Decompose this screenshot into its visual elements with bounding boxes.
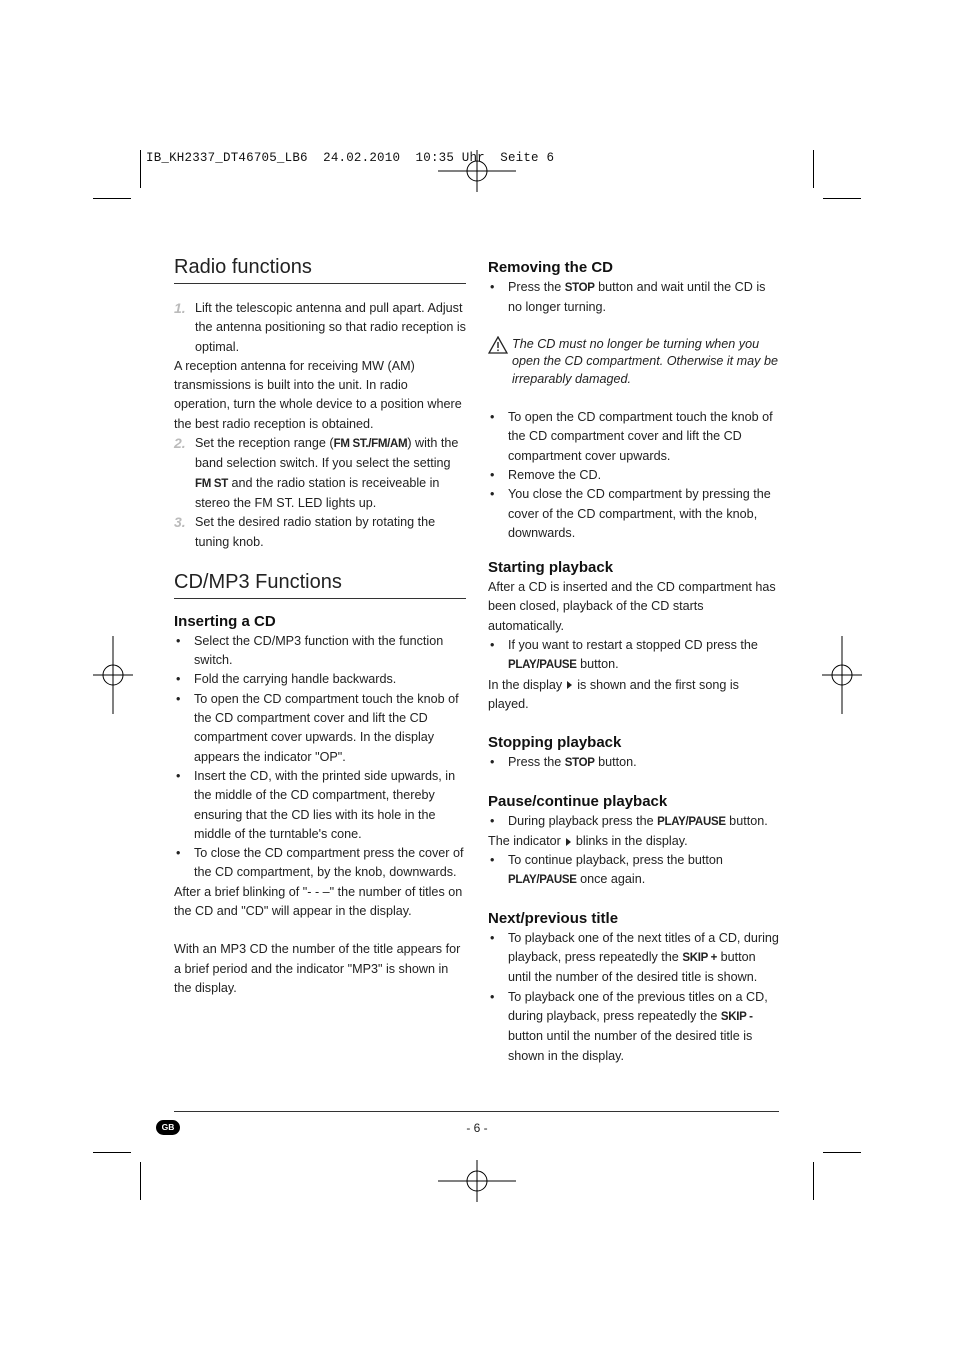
crop-mark xyxy=(93,198,131,199)
step-text: Lift the telescopic antenna and pull apart. Adjust the antenna positioning so that radio reception is optimal. xyxy=(195,301,466,354)
list-item: • Press the STOP button. xyxy=(490,755,637,770)
subheading-removing: Removing the CD xyxy=(488,259,614,276)
crop-mark xyxy=(813,1162,814,1200)
list-item: • You close the CD compartment by pressing the cover of the CD compartment, with the knob, downwards. xyxy=(490,487,771,540)
paragraph: The indicator blinks in the display. xyxy=(488,833,688,848)
warning-note xyxy=(488,336,780,389)
play-indicator-icon xyxy=(567,681,572,689)
list-item: • To playback one of the previous titles on a CD, during playback, press repeatedly the SKIP - button until the number of the desired title is shown in the display. xyxy=(490,989,768,1063)
section-title-cd: CD/MP3 Functions xyxy=(174,569,466,599)
subheading-next-previous: Next/previous title xyxy=(488,909,619,927)
registration-mark-left xyxy=(93,636,133,714)
crop-mark xyxy=(813,150,814,188)
paragraph: With an MP3 CD the number of the title appears for a brief period and the indicator "MP3" is shown in the display. xyxy=(174,942,461,995)
list-item: • Insert the CD, with the printed side upwards, in the middle of the CD compartment, thereby ensuring that the CD lies with its hole in the middle of the turntable's cone. xyxy=(176,768,456,841)
paragraph: After a CD is inserted and the CD compartment has been closed, playback of the CD starts automatically. xyxy=(488,580,776,633)
subheading-pause: Pause/continue playback xyxy=(488,792,668,810)
step-text: Set the desired radio station by rotating the tuning knob. xyxy=(195,515,436,549)
step-1 xyxy=(174,299,466,357)
right-column xyxy=(488,258,780,1066)
country-badge: GB xyxy=(156,1120,180,1135)
list-item: • Select the CD/MP3 function with the function switch. xyxy=(176,633,444,668)
list-item: • To open the CD compartment touch the knob of the CD compartment cover and lift the CD compartment cover upwards. xyxy=(490,410,773,463)
play-indicator-icon xyxy=(566,838,571,846)
paragraph: A reception antenna for receiving MW (AM) transmissions is built into the unit. In radio operation, turn the whole device to a position where the best radio reception is obtained. xyxy=(174,358,462,431)
list-item: • Fold the carrying handle backwards. xyxy=(176,672,397,687)
page-number: - 6 - xyxy=(466,1121,488,1135)
list-item: • Remove the CD. xyxy=(490,467,602,482)
list-item: • To continue playback, press the button PLAY/PAUSE once again. xyxy=(490,853,723,887)
print-slug: IB_KH2337_DT46705_LB6 24.02.2010 10:35 Uhr Seite 6 xyxy=(146,151,555,165)
list-item: • To playback one of the next titles of a CD, during playback, press repeatedly the SKIP + button until the number of the desired title is shown. xyxy=(490,930,779,985)
step-number: 1. xyxy=(174,300,186,316)
step-2 xyxy=(174,434,466,513)
registration-mark-bottom xyxy=(438,1160,516,1202)
subheading-inserting: Inserting a CD xyxy=(174,612,276,630)
footer-rule xyxy=(174,1111,779,1112)
paragraph: In the display is shown and the first song is played. xyxy=(488,677,739,711)
step-3 xyxy=(174,513,466,552)
subheading-starting: Starting playback xyxy=(488,559,614,577)
list-item: • Press the STOP button and wait until the CD is no longer turning. xyxy=(490,280,766,315)
list-item: • To open the CD compartment touch the knob of the CD compartment cover and lift the CD compartment cover upwards. In the display appears the indicator "OP". xyxy=(176,691,459,764)
section-title-radio: Radio functions xyxy=(174,254,466,284)
crop-mark xyxy=(823,1152,861,1153)
left-column xyxy=(174,254,466,998)
list-item: • If you want to restart a stopped CD press the PLAY/PAUSE button. xyxy=(490,638,758,672)
step-number: 3. xyxy=(174,514,186,531)
step-text: Set the reception range (FM ST./FM/AM) with the band selection switch. If you select the setting FM ST and the radio station is receiveable in stereo the FM ST. LED lights up. xyxy=(195,436,459,510)
step-number: 2. xyxy=(174,435,186,452)
subheading-stopping: Stopping playback xyxy=(488,734,622,752)
crop-mark xyxy=(140,150,141,188)
crop-mark xyxy=(93,1152,131,1153)
warning-icon xyxy=(488,336,512,389)
registration-mark-right xyxy=(822,636,862,714)
crop-mark xyxy=(140,1162,141,1200)
crop-mark xyxy=(823,198,861,199)
warning-text: The CD must no longer be turning when you open the CD compartment. Otherwise it may be irreparably damaged. xyxy=(512,336,778,386)
paragraph: After a brief blinking of "- - –" the number of titles on the CD and "CD" will appear in the display. xyxy=(174,884,463,919)
list-item: • During playback press the PLAY/PAUSE button. xyxy=(490,813,768,828)
list-item: • To close the CD compartment press the cover of the CD compartment, by the knob, downwards. xyxy=(176,846,464,880)
